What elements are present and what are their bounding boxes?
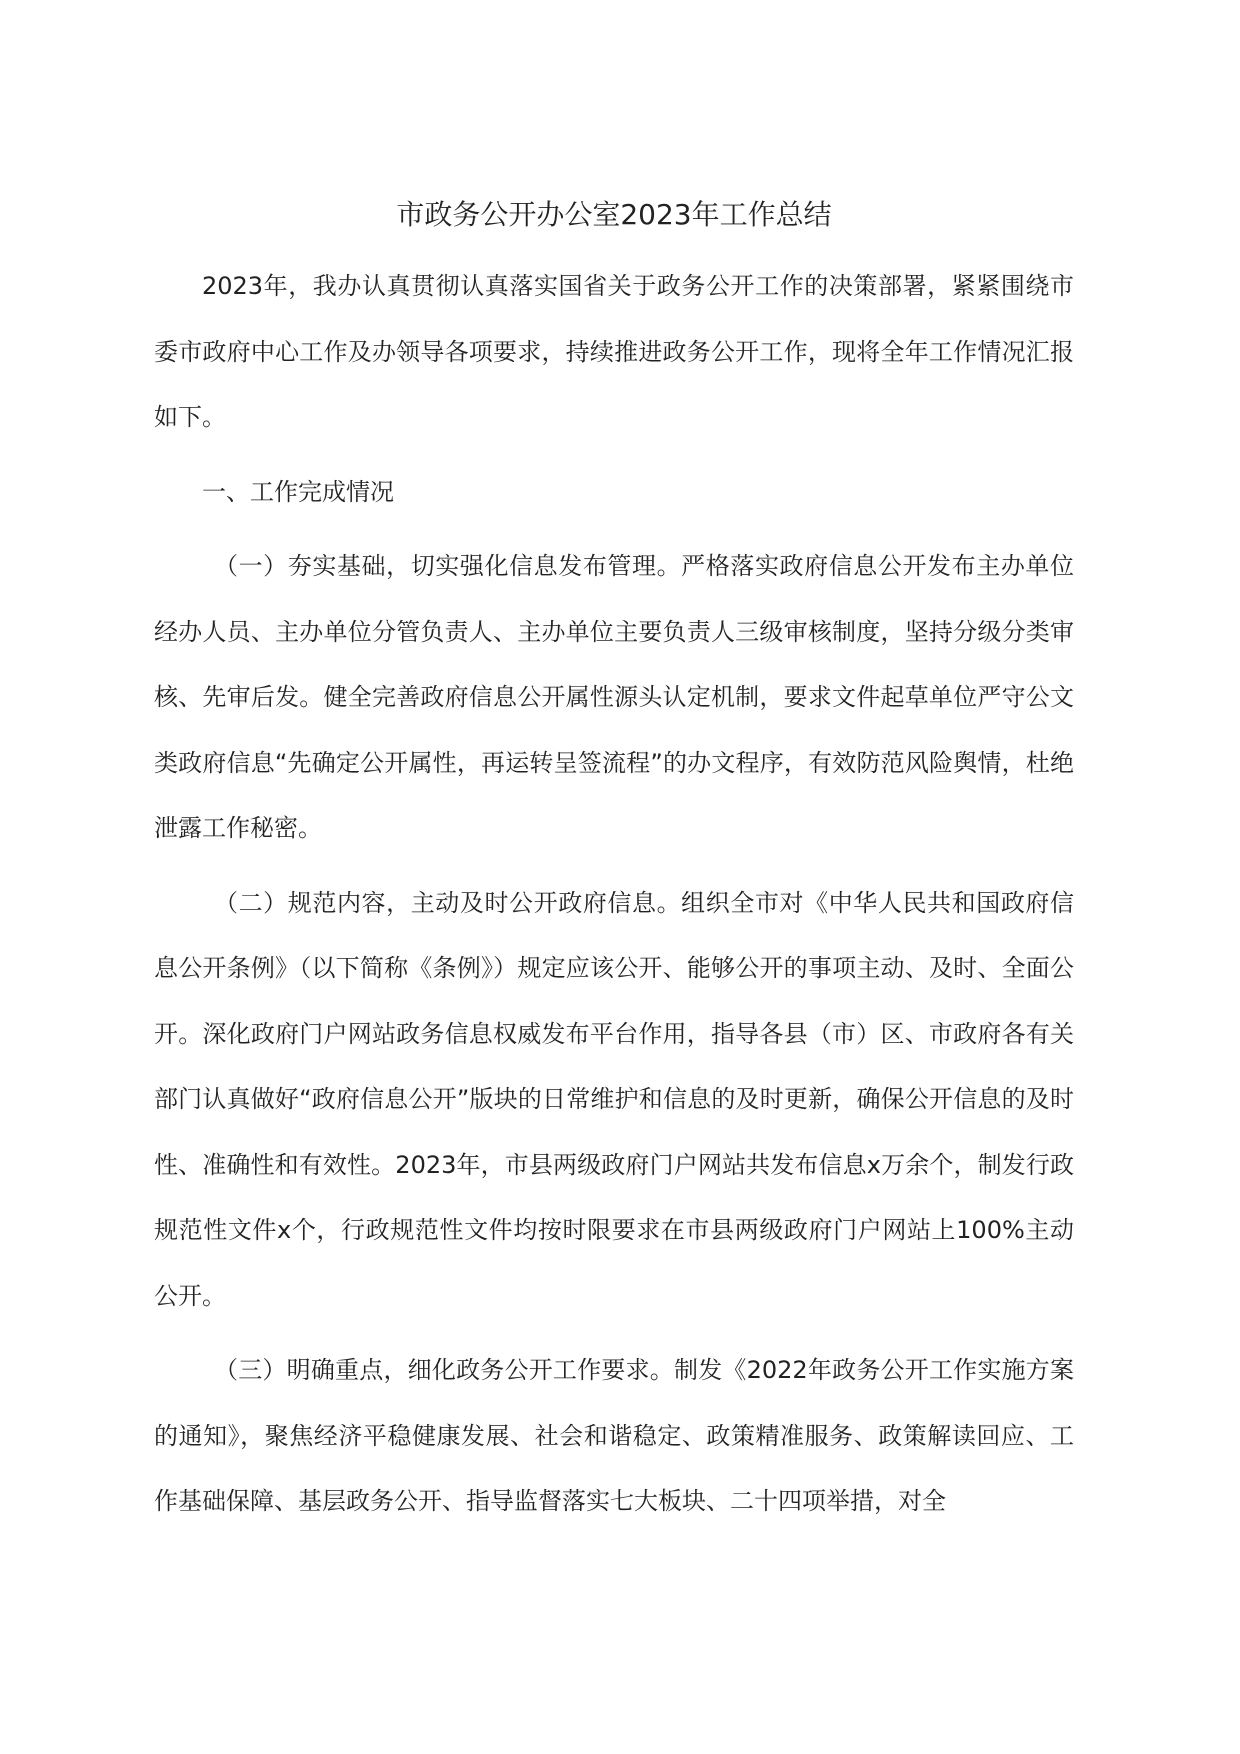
intro-paragraph: 2023年，我办认真贯彻认真落实国省关于政务公开工作的决策部署，紧紧围绕市委市政府中心工作及办领导各项要求，持续推进政务公开工作，现将全年工作情况汇报如下。 [154, 272, 1074, 431]
section-item-1: （一）夯实基础，切实强化信息发布管理。严格落实政府信息公开发布主办单位经办人员、主办单位分管负责人、主办单位主要负责人三级审核制度，坚持分级分类审核、先审后发。健全完善政府信息公开属性源头认定机制，要求文件起草单位严守公文类政府信息“先确定公开属性，再运转呈签流程”的办文程序，有效防范风险舆情，杜绝泄露工作秘密。 [154, 552, 1074, 842]
section-item-3: （三）明确重点，细化政务公开工作要求。制发《2022年政务公开工作实施方案的通知》，聚焦经济平稳健康发展、社会和谐稳定、政策精准服务、政策解读回应、工作基础保障、基层政务公开、指导监督落实七大板块、二十四项举措，对全 [154, 1356, 1074, 1515]
document-title: 市政务公开办公室2023年工作总结 [396, 198, 832, 231]
document-body [154, 190, 1074, 1544]
section-heading: 一、工作完成情况 [202, 477, 394, 506]
section-item-2: （二）规范内容，主动及时公开政府信息。组织全市对《中华人民共和国政府信息公开条例》（以下简称《条例》）规定应该公开、能够公开的事项主动、及时、全面公开。深化政府门户网站政务信息权威发布平台作用，指导各县（市）区、市政府各有关部门认真做好“政府信息公开”版块的日常维护和信息的及时更新，确保公开信息的及时性、准确性和有效性。2023年，市县两级政府门户网站共发布信息x万余个，制发行政规范性文件x个，行政规范性文件均按时限要求在市县两级政府门户网站上100%主动公开。 [154, 888, 1074, 1310]
